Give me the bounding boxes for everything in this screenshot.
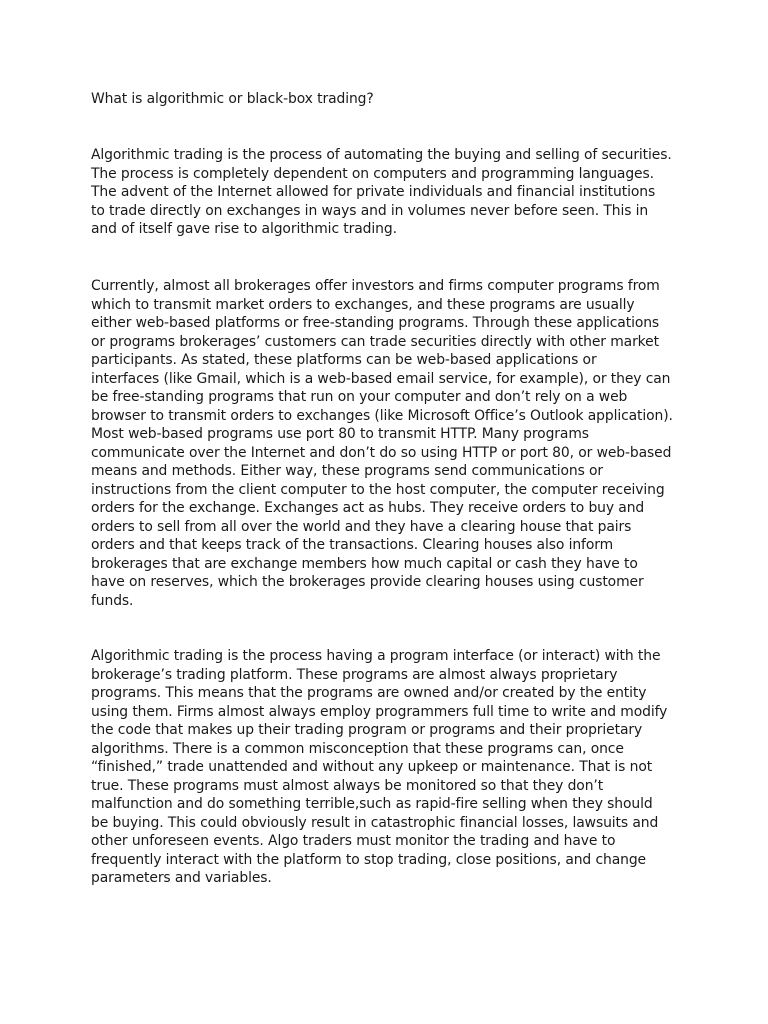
paragraph-line: orders to sell from all over the world and they have a clearing house that pairs	[91, 518, 632, 535]
paragraph-line: algorithms. There is a common misconception that these programs can, once	[91, 740, 624, 757]
paragraph-line: Algorithmic trading is the process having a program interface (or interact) with the	[91, 648, 661, 664]
paragraph-line: using them. Firms almost always employ programmers full time to write and modify	[91, 703, 668, 720]
paragraph-line: or programs brokerages’ customers can trade securities directly with other market	[91, 333, 659, 350]
paragraph-line: be free-standing programs that run on your computer and don’t rely on a web	[91, 389, 628, 405]
paragraph-line: frequently interact with the platform to stop trading, close positions, and change	[91, 851, 646, 868]
paragraph-line: interfaces (like Gmail, which is a web-based email service, for example), or they can	[91, 370, 671, 387]
paragraph-line: and of itself gave rise to algorithmic trading.	[91, 221, 397, 237]
paragraph-line: true. These programs must almost always be monitored so that they don’t	[91, 777, 604, 794]
paragraph-line: Most web-based programs use port 80 to transmit HTTP. Many programs	[91, 426, 589, 442]
paragraph-line: which to transmit market orders to exchanges, and these programs are usually	[91, 296, 635, 313]
paragraph-line: instructions from the client computer to the host computer, the computer receiving	[91, 481, 665, 498]
paragraph-line: either web-based platforms or free-standing programs. Through these applications	[91, 315, 660, 331]
document-title: What is algorithmic or black-box trading?	[91, 91, 374, 107]
paragraph-line: the code that makes up their trading program or programs and their proprietary	[91, 722, 643, 738]
paragraph-line: communicate over the Internet and don’t do so using HTTP or port 80, or web-based	[91, 444, 672, 461]
paragraph-line: The process is completely dependent on computers and programming languages.	[91, 165, 654, 182]
paragraph-1	[91, 146, 691, 239]
paragraph-line: other unforeseen events. Algo traders must monitor the trading and have to	[91, 833, 616, 849]
paragraph-2	[91, 277, 691, 610]
paragraph-line: be buying. This could obviously result in catastrophic financial losses, lawsuits and	[91, 814, 659, 831]
paragraph-line: programs. This means that the programs are owned and/or created by the entity	[91, 685, 647, 701]
paragraph-3	[91, 647, 691, 888]
paragraph-line: means and methods. Either way, these programs send communications or	[91, 463, 604, 479]
paragraph-line: The advent of the Internet allowed for private individuals and financial institutions	[91, 184, 656, 200]
paragraph-line: have on reserves, which the brokerages provide clearing houses using customer	[91, 574, 644, 590]
paragraph-line: parameters and variables.	[91, 870, 272, 886]
paragraph-line: Algorithmic trading is the process of automating the buying and selling of securities.	[91, 147, 672, 163]
paragraph-line: brokerages that are exchange members how much capital or cash they have to	[91, 555, 638, 572]
paragraph-line: “finished,” trade unattended and without any upkeep or maintenance. That is not	[91, 759, 653, 775]
paragraph-line: malfunction and do something terrible,such as rapid-fire selling when they should	[91, 796, 653, 812]
paragraph-line: orders for the exchange. Exchanges act as hubs. They receive orders to buy and	[91, 500, 645, 516]
paragraph-line: orders and that keeps track of the transactions. Clearing houses also inform	[91, 537, 614, 553]
paragraph-line: brokerage’s trading platform. These programs are almost always proprietary	[91, 666, 618, 683]
paragraph-line: participants. As stated, these platforms can be web-based applications or	[91, 352, 597, 368]
paragraph-line: browser to transmit orders to exchanges (like Microsoft Office’s Outlook application).	[91, 407, 673, 424]
paragraph-line: funds.	[91, 592, 134, 609]
paragraph-line: to trade directly on exchanges in ways and in volumes never before seen. This in	[91, 202, 649, 219]
paragraph-line: Currently, almost all brokerages offer investors and firms computer programs from	[91, 278, 660, 294]
